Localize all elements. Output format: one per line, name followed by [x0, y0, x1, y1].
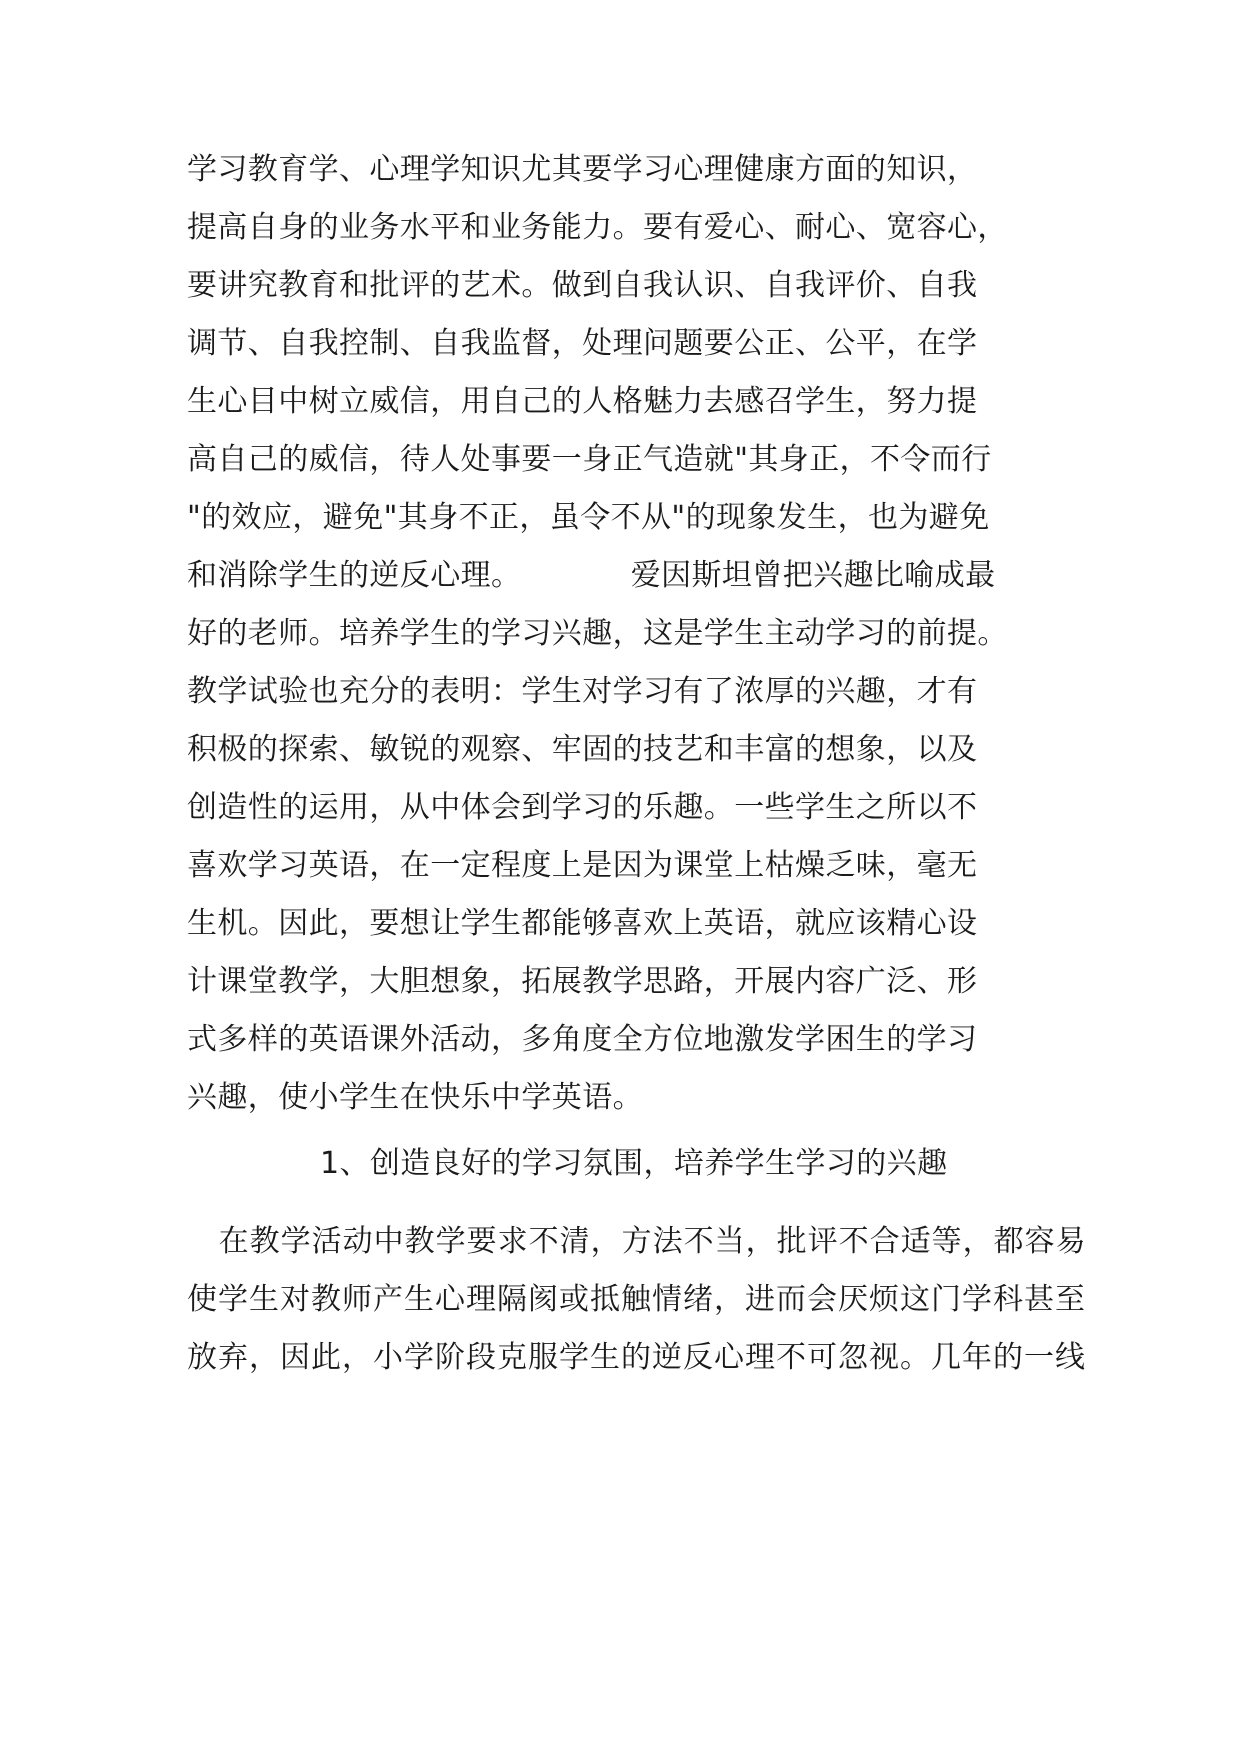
body-text-line: 提高自身的业务水平和业务能力。要有爱心、耐心、宽容心， — [187, 210, 1008, 245]
body-text-line: 放弃，因此，小学阶段克服学生的逆反心理不可忽视。几年的一线 — [187, 1340, 1086, 1375]
body-text-line: 喜欢学习英语，在一定程度上是因为课堂上枯燥乏味，毫无 — [187, 848, 978, 883]
body-text-line: 要讲究教育和批评的艺术。做到自我认识、自我评价、自我 — [187, 268, 978, 303]
body-text-line: 在教学活动中教学要求不清，方法不当，批评不合适等，都容易 — [187, 1224, 1087, 1259]
body-text-line: 式多样的英语课外活动，多角度全方位地激发学困生的学习 — [187, 1022, 978, 1057]
section-heading: 1、创造良好的学习氛围，培养学生学习的兴趣 — [320, 1146, 948, 1181]
body-text-line: 使学生对教师产生心理隔阂或抵触情绪，进而会厌烦这门学科甚至 — [187, 1282, 1086, 1317]
body-text-line: 生机。因此，要想让学生都能够喜欢上英语，就应该精心设 — [187, 906, 978, 941]
body-text-line: 学习教育学、心理学知识尤其要学习心理健康方面的知识， — [187, 152, 978, 187]
body-text-line: 调节、自我控制、自我监督，处理问题要公正、公平，在学 — [187, 326, 978, 361]
body-text-line: 和消除学生的逆反心理。 爱因斯坦曾把兴趣比喻成最 — [187, 558, 996, 593]
body-text-line: 好的老师。培养学生的学习兴趣，这是学生主动学习的前提。 — [187, 616, 1008, 651]
body-text-line: 创造性的运用，从中体会到学习的乐趣。一些学生之所以不 — [187, 790, 978, 825]
body-text-line: 积极的探索、敏锐的观察、牢固的技艺和丰富的想象，以及 — [187, 732, 978, 767]
body-text-line: 兴趣，使小学生在快乐中学英语。 — [187, 1080, 643, 1115]
body-text-line: 教学试验也充分的表明：学生对学习有了浓厚的兴趣，才有 — [187, 674, 978, 709]
body-text-line: 高自己的威信，待人处事要一身正气造就"其身正，不令而行 — [187, 442, 992, 477]
body-text-line: 生心目中树立威信，用自己的人格魅力去感召学生，努力提 — [187, 384, 978, 419]
body-text-line: 计课堂教学，大胆想象，拓展教学思路，开展内容广泛、形 — [187, 964, 978, 999]
body-text-line: "的效应，避免"其身不正，虽令不从"的现象发生，也为避免 — [187, 500, 990, 535]
